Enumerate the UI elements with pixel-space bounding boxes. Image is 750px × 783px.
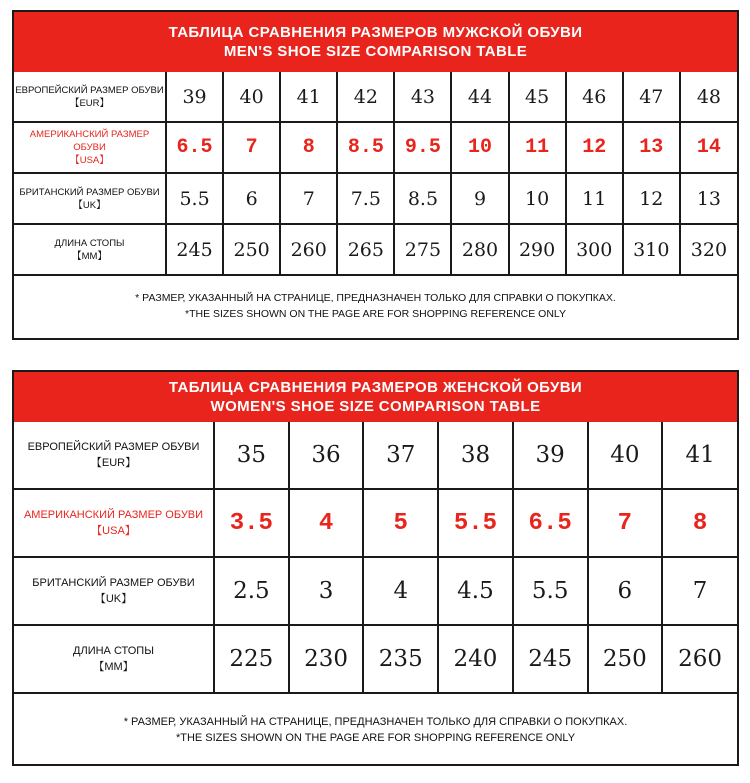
- row-label-code: 【EUR】: [69, 97, 110, 109]
- size-cell: 37: [363, 422, 438, 489]
- size-cell: 3: [289, 557, 364, 625]
- womens-size-table: [14, 422, 737, 694]
- row-label-text: БРИТАНСКИЙ РАЗМЕР ОБУВИ: [32, 577, 195, 589]
- size-cell: 290: [509, 224, 566, 275]
- size-cell: 265: [337, 224, 394, 275]
- size-cell: 4: [363, 557, 438, 625]
- size-cell: 275: [394, 224, 451, 275]
- size-cell: 7: [662, 557, 737, 625]
- size-cell: 260: [662, 625, 737, 693]
- mens-size-chart: [12, 10, 739, 340]
- row-label-code: 【MM】: [93, 661, 134, 673]
- size-cell: 12: [623, 173, 680, 224]
- size-cell: 9: [451, 173, 508, 224]
- uk-size-row: [14, 557, 737, 625]
- size-cell: 10: [451, 122, 508, 173]
- size-cell: 235: [363, 625, 438, 693]
- size-cell: 230: [289, 625, 364, 693]
- size-cell: 8.5: [337, 122, 394, 173]
- size-cell: 300: [566, 224, 623, 275]
- mens-note-en: *THE SIZES SHOWN ON THE PAGE ARE FOR SHOPPING REFERENCE ONLY: [185, 308, 566, 320]
- size-cell: 14: [680, 122, 737, 173]
- size-cell: 44: [451, 72, 508, 122]
- size-cell: 46: [566, 72, 623, 122]
- row-label: [14, 72, 166, 122]
- size-cell: 41: [280, 72, 337, 122]
- size-cell: 48: [680, 72, 737, 122]
- row-label: [14, 224, 166, 275]
- row-label-text: ДЛИНА СТОПЫ: [54, 237, 125, 249]
- size-cell: 4: [289, 489, 364, 557]
- size-cell: 250: [588, 625, 663, 693]
- size-cell: 3.5: [214, 489, 289, 557]
- row-label-text: ЕВРОПЕЙСКИЙ РАЗМЕР ОБУВИ: [27, 441, 200, 453]
- row-label-text: БРИТАНСКИЙ РАЗМЕР ОБУВИ: [19, 186, 160, 198]
- size-cell: 5: [363, 489, 438, 557]
- row-label: [14, 489, 214, 557]
- size-cell: 8: [662, 489, 737, 557]
- row-label-text: АМЕРИКАНСКИЙ РАЗМЕР ОБУВИ: [29, 129, 150, 153]
- uk-size-row: [14, 173, 737, 224]
- size-cell: 6: [223, 173, 280, 224]
- row-label: [14, 173, 166, 224]
- size-cell: 5.5: [166, 173, 223, 224]
- mens-note-ru: * РАЗМЕР, УКАЗАННЫЙ НА СТРАНИЦЕ, ПРЕДНАЗНАЧЕН ТОЛЬКО ДЛЯ СПРАВКИ О ПОКУПКАХ.: [135, 292, 616, 304]
- size-cell: 280: [451, 224, 508, 275]
- mens-title-ru: ТАБЛИЦА СРАВНЕНИЯ РАЗМЕРОВ МУЖСКОЙ ОБУВИ: [168, 24, 583, 41]
- size-cell: 13: [680, 173, 737, 224]
- usa-size-row: [14, 489, 737, 557]
- row-label-code: 【USA】: [70, 155, 109, 166]
- womens-chart-header: [14, 372, 737, 422]
- size-cell: 40: [588, 422, 663, 489]
- womens-title-ru: ТАБЛИЦА СРАВНЕНИЯ РАЗМЕРОВ ЖЕНСКОЙ ОБУВИ: [168, 379, 583, 396]
- eur-size-row: [14, 72, 737, 122]
- size-cell: 310: [623, 224, 680, 275]
- mens-title-en: MEN'S SHOE SIZE COMPARISON TABLE: [223, 43, 528, 60]
- size-cell: 12: [566, 122, 623, 173]
- row-label-code: 【UK】: [73, 199, 106, 211]
- row-label-code: 【MM】: [72, 250, 107, 262]
- row-label: [14, 557, 214, 625]
- size-cell: 42: [337, 72, 394, 122]
- size-cell: 260: [280, 224, 337, 275]
- size-cell: 5.5: [438, 489, 513, 557]
- size-cell: 43: [394, 72, 451, 122]
- size-cell: 36: [289, 422, 364, 489]
- row-label-code: 【EUR】: [90, 457, 137, 469]
- mens-size-table: [14, 72, 737, 276]
- size-cell: 6: [588, 557, 663, 625]
- mens-disclaimer: [14, 276, 737, 336]
- size-cell: 6.5: [166, 122, 223, 173]
- foot-length-row: [14, 224, 737, 275]
- size-cell: 11: [509, 122, 566, 173]
- size-cell: 41: [662, 422, 737, 489]
- size-cell: 38: [438, 422, 513, 489]
- size-cell: 35: [214, 422, 289, 489]
- size-cell: 5.5: [513, 557, 588, 625]
- size-cell: 320: [680, 224, 737, 275]
- womens-size-chart: [12, 370, 739, 766]
- row-label: [14, 422, 214, 489]
- womens-note-ru: * РАЗМЕР, УКАЗАННЫЙ НА СТРАНИЦЕ, ПРЕДНАЗНАЧЕН ТОЛЬКО ДЛЯ СПРАВКИ О ПОКУПКАХ.: [123, 716, 628, 728]
- womens-note-en: *THE SIZES SHOWN ON THE PAGE ARE FOR SHOPPING REFERENCE ONLY: [175, 732, 576, 744]
- row-label: [14, 122, 166, 173]
- row-label-code: 【USA】: [91, 525, 136, 537]
- size-cell: 7.5: [337, 173, 394, 224]
- size-cell: 11: [566, 173, 623, 224]
- size-cell: 8: [280, 122, 337, 173]
- size-cell: 7: [223, 122, 280, 173]
- size-cell: 7: [588, 489, 663, 557]
- foot-length-row: [14, 625, 737, 693]
- size-cell: 47: [623, 72, 680, 122]
- size-cell: 40: [223, 72, 280, 122]
- size-cell: 225: [214, 625, 289, 693]
- size-cell: 39: [513, 422, 588, 489]
- size-cell: 6.5: [513, 489, 588, 557]
- row-label: [14, 625, 214, 693]
- size-cell: 250: [223, 224, 280, 275]
- size-cell: 2.5: [214, 557, 289, 625]
- mens-chart-header: [14, 12, 737, 72]
- size-cell: 45: [509, 72, 566, 122]
- row-label-text: ЕВРОПЕЙСКИЙ РАЗМЕР ОБУВИ: [15, 84, 164, 96]
- size-cell: 4.5: [438, 557, 513, 625]
- womens-title-en: WOMEN'S SHOE SIZE COMPARISON TABLE: [210, 398, 541, 415]
- size-cell: 7: [280, 173, 337, 224]
- size-cell: 9.5: [394, 122, 451, 173]
- row-label-text: ДЛИНА СТОПЫ: [73, 645, 154, 657]
- row-label-code: 【UK】: [94, 593, 133, 605]
- size-cell: 240: [438, 625, 513, 693]
- eur-size-row: [14, 422, 737, 489]
- size-cell: 8.5: [394, 173, 451, 224]
- row-label-text: АМЕРИКАНСКИЙ РАЗМЕР ОБУВИ: [23, 509, 204, 521]
- size-cell: 10: [509, 173, 566, 224]
- size-cell: 39: [166, 72, 223, 122]
- size-cell: 13: [623, 122, 680, 173]
- womens-disclaimer: [14, 694, 737, 766]
- usa-size-row: [14, 122, 737, 173]
- size-cell: 245: [166, 224, 223, 275]
- size-cell: 245: [513, 625, 588, 693]
